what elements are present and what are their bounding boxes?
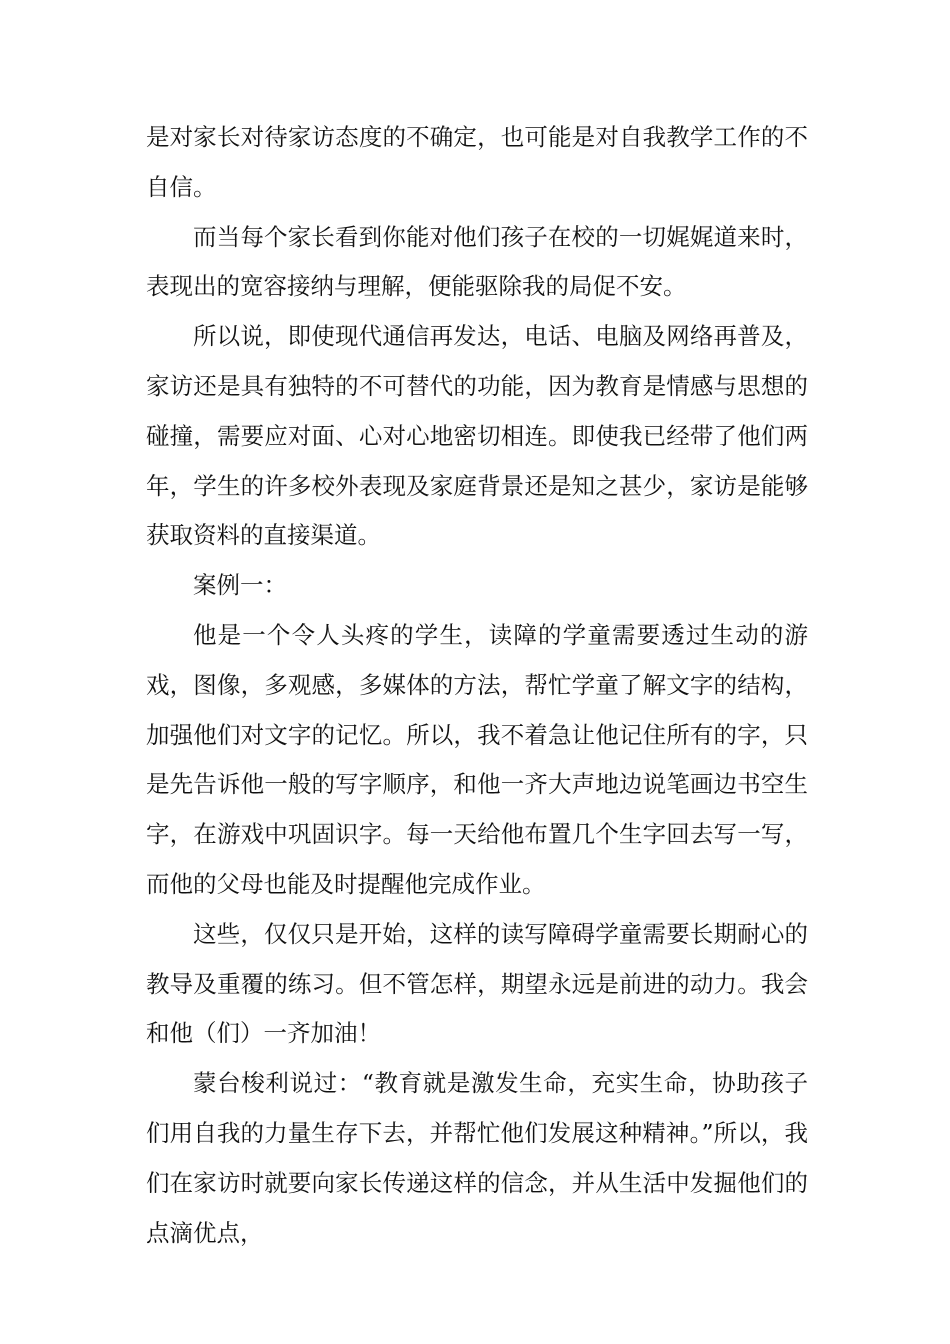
paragraph-6: 这些，仅仅只是开始，这样的读写障碍学童需要长期耐心的教导及重覆的练习。但不管怎样，期望永远是前进的动力。我会和他（们）一齐加油！ bbox=[146, 919, 808, 1048]
paragraph-7: 蒙台梭利说过：“教育就是激发生命，充实生命，协助孩子们用自我的力量生存下去，并帮忙他们发展这种精神。”所以，我们在家访时就要向家长传递这样的信念，并从生活中发掘他们的点滴优点， bbox=[146, 1069, 808, 1247]
paragraph-5: 他是一个令人头疼的学生，读障的学童需要透过生动的游戏，图像，多观感，多媒体的方法，帮忙学童了解文字的结构，加强他们对文字的记忆。所以，我不着急让他记住所有的字，只是先告诉他一般的写字顺序，和他一齐大声地边说笔画边书空生字，在游戏中巩固识字。每一天给他布置几个生字回去写一写，而他的父母也能及时提醒他完成作业。 bbox=[146, 620, 808, 898]
paragraph-1: 是对家长对待家访态度的不确定，也可能是对自我教学工作的不自信。 bbox=[146, 123, 808, 201]
paragraph-3: 所以说，即使现代通信再发达，电话、电脑及网络再普及，家访还是具有独特的不可替代的功能，因为教育是情感与思想的碰撞，需要应对面、心对心地密切相连。即使我已经带了他们两年，学生的许多校外表现及家庭背景还是知之甚少，家访是能够获取资料的直接渠道。 bbox=[146, 322, 808, 550]
paragraph-2: 而当每个家长看到你能对他们孩子在校的一切娓娓道来时，表现出的宽容接纳与理解，便能驱除我的局促不安。 bbox=[146, 222, 808, 301]
document-body bbox=[146, 113, 808, 1258]
paragraph-4-case-heading: 案例一： bbox=[193, 571, 287, 600]
